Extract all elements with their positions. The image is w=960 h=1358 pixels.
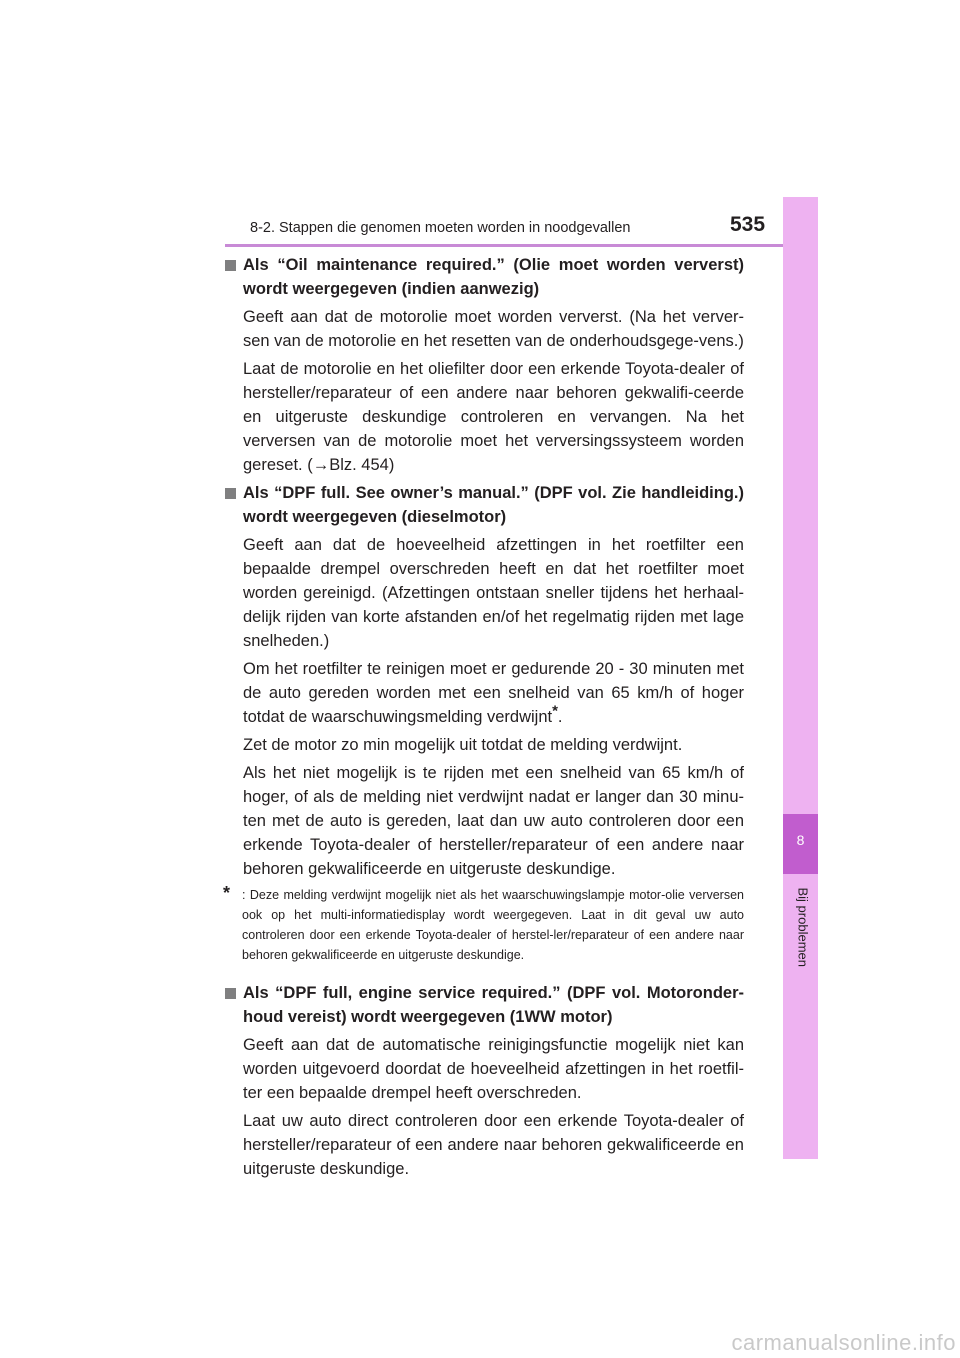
section-heading <box>222 253 744 301</box>
section-dpf-engine-service <box>222 981 744 1181</box>
paragraph: Zet de motor zo min mogelijk uit totdat de melding verdwijnt. <box>243 736 683 754</box>
chapter-label: Bij problemen <box>795 887 811 967</box>
square-bullet-icon <box>225 488 236 499</box>
paragraph: Laat de motorolie en het oliefilter door een erkende Toyota-dealer of hersteller/reparateur of een andere naar behoren gekwalifi-ceerde en uitgeruste deskundige controleren en vervangen. Na het verversen van de motorolie moet het verversingssysteem worden gereset. (→Blz. 454) <box>243 360 744 474</box>
main-content <box>222 253 744 1185</box>
paragraph: Geeft aan dat de motorolie moet worden ververst. (Na het verver-sen van de motorolie en het resetten van de onderhoudsgege-vens.) <box>243 308 744 350</box>
footnote-marker: * <box>223 883 231 903</box>
section-heading-text: Als “Oil maintenance required.” (Olie moet worden ververst) wordt weergegeven (indien aanwezig) <box>243 256 744 298</box>
section-heading-text: Als “DPF full, engine service required.” (DPF vol. Motoronder-houd vereist) wordt weergegeven (1WW motor) <box>243 984 744 1026</box>
paragraph <box>243 657 744 729</box>
sentence-end: . <box>557 708 563 726</box>
square-bullet-icon <box>225 260 236 271</box>
chapter-side-tab <box>783 197 818 1159</box>
section-heading <box>222 981 744 1029</box>
footnote-reference: * <box>552 702 558 720</box>
page-number: 535 <box>730 213 766 236</box>
running-header-title: 8-2. Stappen die genomen moeten worden in noodgevallen <box>250 220 631 236</box>
section-oil-maintenance <box>222 253 744 477</box>
section-heading <box>222 481 744 529</box>
paragraph-text: Om het roetfilter te reinigen moet er gedurende 20 - 30 minuten met de auto gereden worden met een snelheid van 65 km/h of hoger totdat de waarschuwingsmelding verdwijnt <box>243 660 744 726</box>
paragraph: Geeft aan dat de automatische reinigingsfunctie mogelijk niet kan worden uitgevoerd doordat de hoeveelheid afzettingen in het roetfil-ter een bepaalde drempel heeft overschreden. <box>243 1036 744 1102</box>
section-dpf-full <box>222 481 744 965</box>
watermark: carmanualsonline.info <box>731 1330 956 1355</box>
footnote-text: : Deze melding verdwijnt mogelijk niet als het waarschuwingslampje motor-olie verversen ook op het multi-informatiedisplay wordt weergegeven. Laat in dit geval uw auto controleren door een erkende Toyota-dealer of herstel-ler/reparateur of een andere naar behoren gekwalificeerde en uitgeruste deskundige. <box>242 888 744 962</box>
section-heading-text: Als “DPF full. See owner’s manual.” (DPF vol. Zie handleiding.) wordt weergegeven (dieselmotor) <box>243 484 744 526</box>
chapter-number: 8 <box>796 832 805 848</box>
square-bullet-icon <box>225 988 236 999</box>
footnote <box>222 885 744 965</box>
paragraph: Als het niet mogelijk is te rijden met een snelheid van 65 km/h of hoger, of als de melding niet verdwijnt nadat er langer dan 30 minu-ten met de auto is gereden, laat dan uw auto controleren door een erkende Toyota-dealer of hersteller/reparateur of een andere naar behoren gekwalificeerde en uitgeruste deskundige. <box>243 764 744 878</box>
paragraph: Laat uw auto direct controleren door een erkende Toyota-dealer of hersteller/reparateur of een andere naar behoren gekwalificeerde en uitgeruste deskundige. <box>243 1112 744 1178</box>
paragraph: Geeft aan dat de hoeveelheid afzettingen in het roetfilter een bepaalde drempel overschreden heeft en dat het roetfilter moet worden gereinigd. (Afzettingen ontstaan sneller tijdens het herhaal-delijk rijden van korte afstanden en/of het regelmatig rijden met lage snelheden.) <box>243 536 744 650</box>
header-rule <box>225 244 818 247</box>
